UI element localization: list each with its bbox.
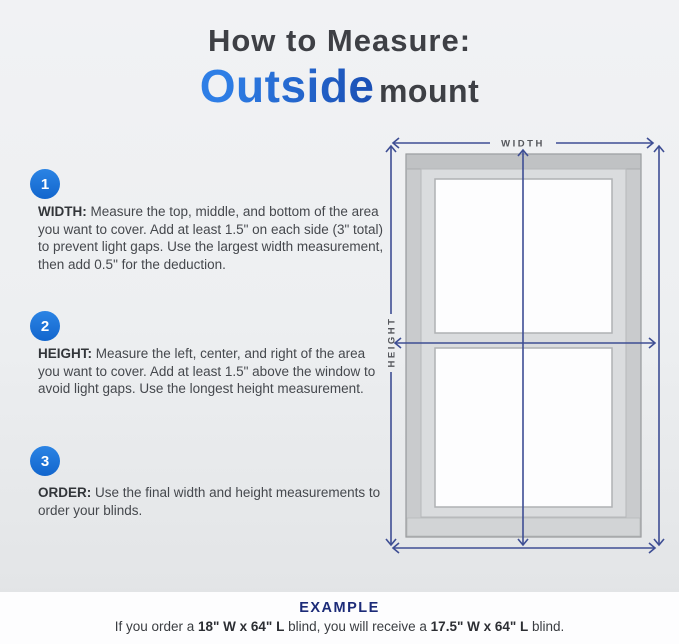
step-1-text — [38, 203, 388, 273]
step-1-number: 1 — [40, 175, 50, 193]
width-label: WIDTH — [501, 138, 545, 150]
height-label: HEIGHT — [386, 316, 398, 368]
width-measure-line — [393, 138, 653, 150]
step-1-label: WIDTH: — [38, 204, 87, 219]
step-1-number-badge — [30, 169, 60, 199]
example-part-2: blind, you will receive a — [284, 619, 431, 634]
height-measure-line — [386, 146, 398, 545]
title-line2 — [0, 61, 679, 112]
window-illustration — [372, 130, 672, 566]
step-2-label: HEIGHT: — [38, 346, 92, 361]
example-part-3: blind. — [528, 619, 565, 634]
title-suffix: mount — [378, 73, 480, 110]
step-1-body: Measure the top, middle, and bottom of the area you want to cover. Add at least 1.5" on each side (3" total) to prevent light gaps. Use the largest width measurement, then add 0.5" for the deduction. — [38, 204, 384, 272]
example-sentence — [0, 619, 679, 634]
step-2-number-badge — [30, 311, 60, 341]
step-3-number: 3 — [40, 452, 50, 470]
example-heading: EXAMPLE — [299, 600, 380, 616]
page-title — [0, 24, 679, 112]
right-height-measure-line — [654, 146, 664, 545]
title-mount-type: Outside — [199, 60, 375, 113]
step-3-text — [38, 484, 388, 519]
step-2-body: Measure the left, center, and right of the area you want to cover. Add at least 1.5" above the window to avoid light gaps. Use the longest height measurement. — [38, 346, 376, 396]
example-ordered-size: 18" W x 64" L — [198, 619, 285, 634]
title-line1: How to Measure: — [207, 23, 472, 58]
step-2-text — [38, 345, 388, 398]
step-3-label: ORDER: — [38, 485, 92, 500]
step-3-number-badge — [30, 446, 60, 476]
step-3-body: Use the final width and height measurements to order your blinds. — [38, 485, 381, 518]
window-measurement-diagram — [372, 130, 672, 566]
step-2-number: 2 — [40, 317, 50, 335]
example-part-1: If you order a — [114, 619, 198, 634]
example-footer — [0, 592, 679, 644]
example-received-size: 17.5" W x 64" L — [430, 619, 529, 634]
